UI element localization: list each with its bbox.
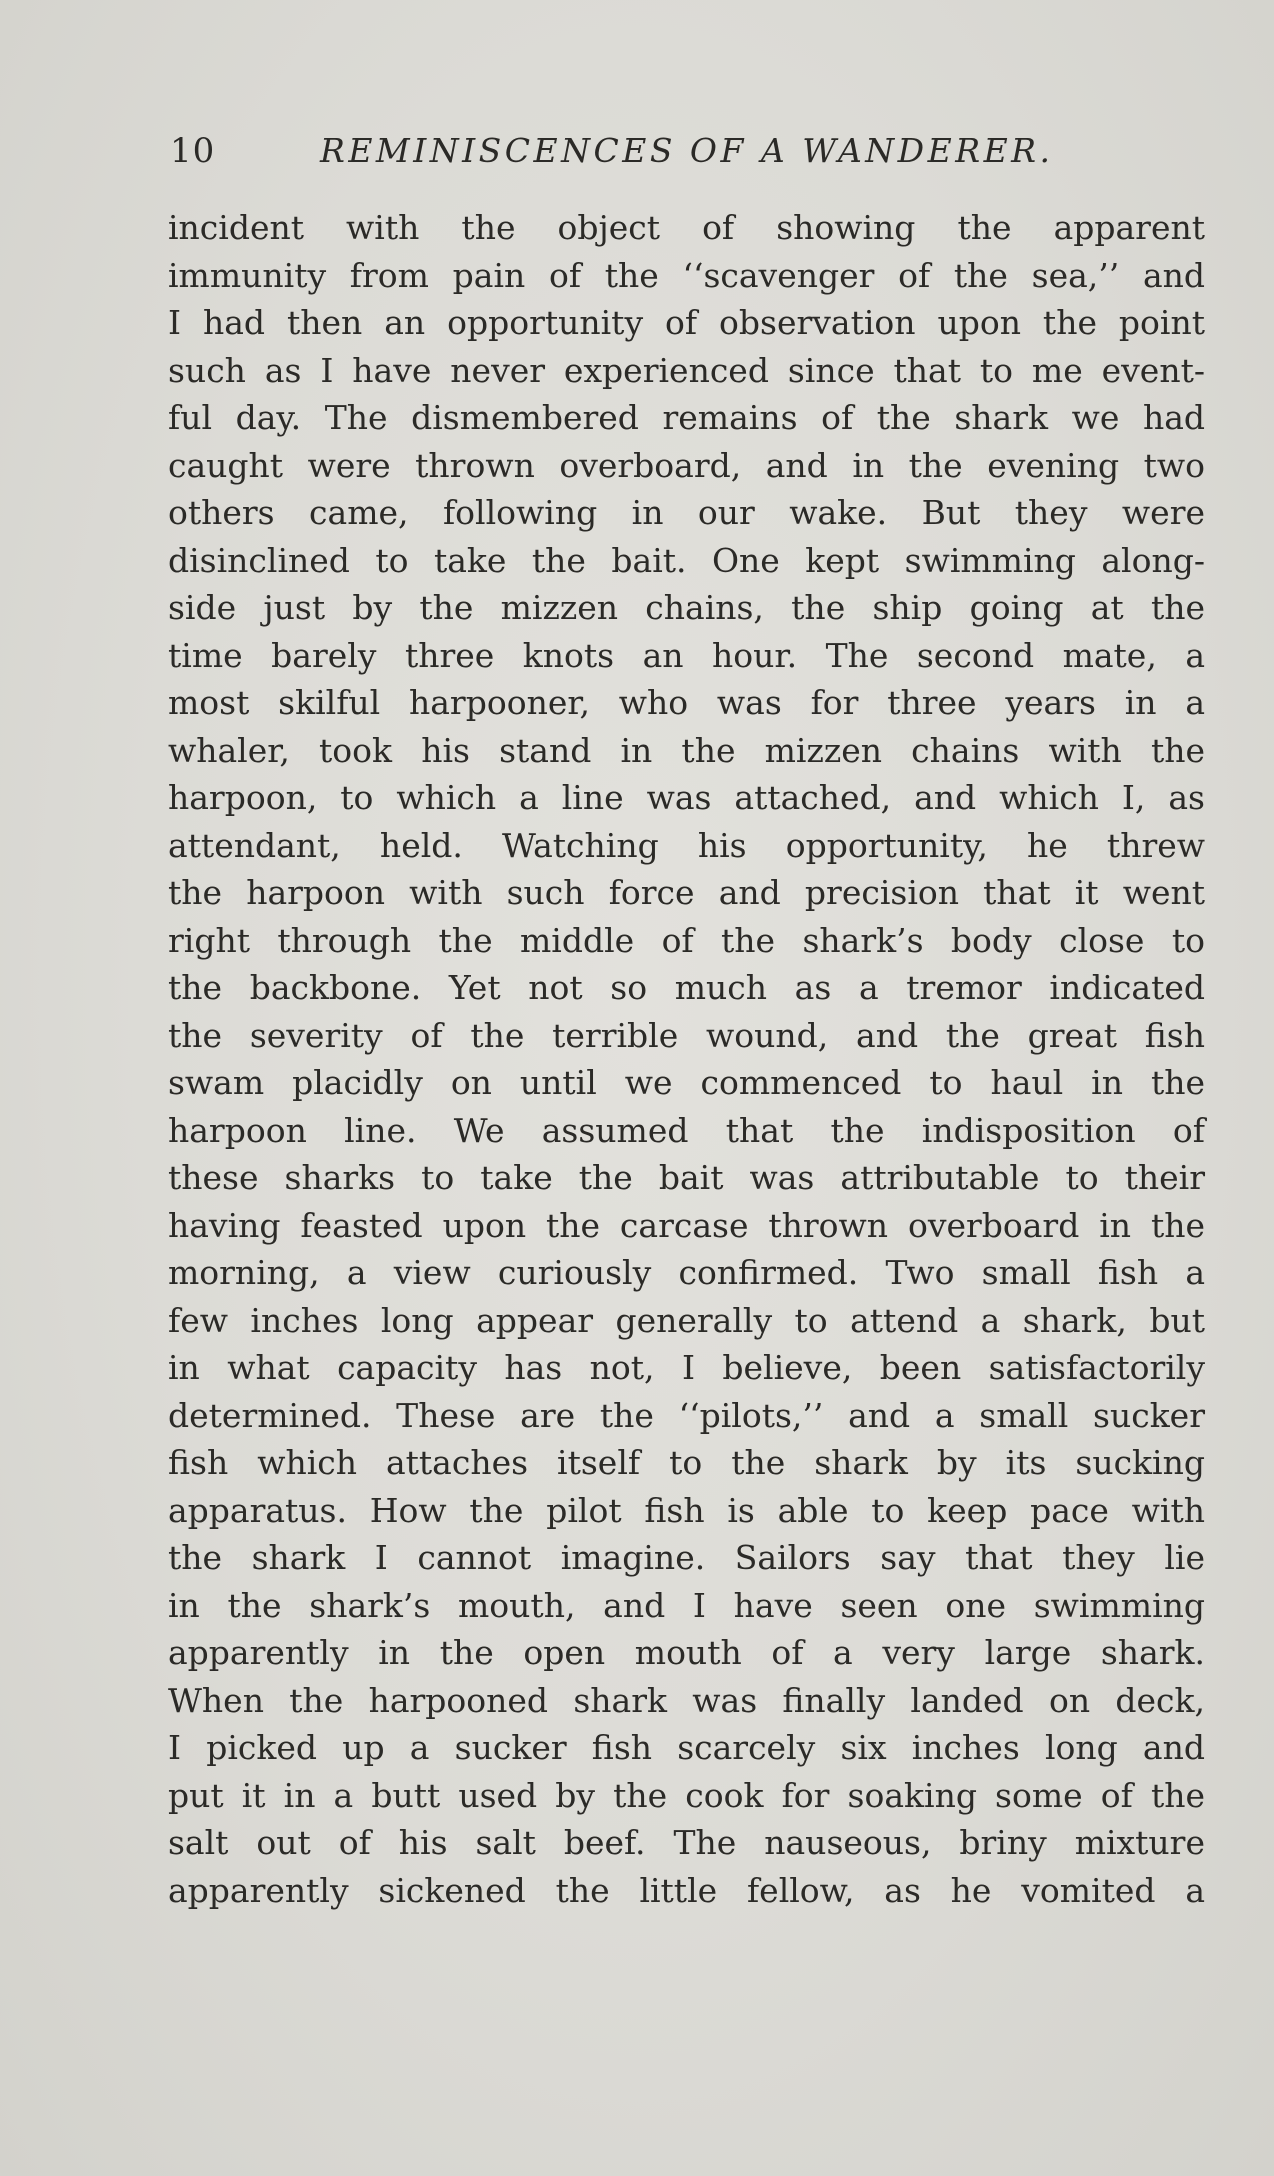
text-line: time barely three knots an hour. The second mate, a (168, 635, 1205, 675)
body-text (168, 204, 1205, 1914)
text-line: whaler, took his stand in the mizzen chains with the (168, 730, 1205, 770)
text-line: I picked up a sucker fish scarcely six inches long and (168, 1728, 1205, 1767)
text-line: the severity of the terrible wound, and the great fish (168, 1015, 1205, 1055)
page-header (170, 126, 1202, 176)
text-line: such as I have never experienced since that to me event- (168, 350, 1205, 390)
text-line: others came, following in our wake. But they were (168, 493, 1205, 532)
text-line: apparently sickened the little fellow, as he vomited a (168, 1870, 1205, 1910)
text-line: disinclined to take the bait. One kept swimming along- (168, 540, 1205, 580)
page-number: 10 (170, 131, 216, 171)
text-line: the shark I cannot imagine. Sailors say that they lie (168, 1538, 1205, 1577)
text-line: in the shark’s mouth, and I have seen one swimming (168, 1585, 1205, 1625)
text-line: the harpoon with such force and precision that it went (168, 873, 1205, 912)
text-line: the backbone. Yet not so much as a tremor indicated (168, 968, 1205, 1007)
text-line: determined. These are the ‘‘pilots,’’ and a small sucker (168, 1395, 1205, 1435)
text-line: harpoon line. We assumed that the indisposition of (168, 1110, 1205, 1150)
text-line: attendant, held. Watching his opportunity, he threw (168, 825, 1205, 865)
text-line: most skilful harpooner, who was for three years in a (168, 683, 1205, 722)
text-line: When the harpooned shark was finally landed on deck, (168, 1680, 1205, 1720)
text-line: morning, a view curiously confirmed. Two small fish a (168, 1253, 1205, 1292)
text-line: having feasted upon the carcase thrown overboard in the (168, 1205, 1205, 1245)
text-line: apparatus. How the pilot fish is able to keep pace with (168, 1490, 1205, 1530)
text-line: fish which attaches itself to the shark by its sucking (168, 1443, 1205, 1482)
text-line: put it in a butt used by the cook for soaking some of the (168, 1775, 1205, 1815)
text-line: ful day. The dismembered remains of the shark we had (168, 398, 1205, 437)
text-line: in what capacity has not, I believe, been satisfactorily (168, 1348, 1205, 1387)
text-line: apparently in the open mouth of a very large shark. (168, 1633, 1205, 1672)
text-line: right through the middle of the shark’s body close to (168, 920, 1205, 960)
text-line: caught were thrown overboard, and in the evening two (168, 445, 1205, 485)
text-line: few inches long appear generally to attend a shark, but (168, 1300, 1205, 1340)
text-line: I had then an opportunity of observation upon the point (168, 303, 1205, 342)
text-line: immunity from pain of the ‘‘scavenger of the sea,’’ and (168, 255, 1205, 295)
text-line: side just by the mizzen chains, the ship going at the (168, 588, 1205, 627)
text-line: swam placidly on until we commenced to haul in the (168, 1063, 1205, 1102)
text-line: these sharks to take the bait was attributable to their (168, 1158, 1205, 1197)
text-line: harpoon, to which a line was attached, and which I, as (168, 778, 1205, 817)
text-line: incident with the object of showing the apparent (168, 208, 1205, 247)
text-line: salt out of his salt beef. The nauseous, briny mixture (168, 1823, 1205, 1862)
running-title: REMINISCENCES OF A WANDERER. (320, 131, 1054, 170)
